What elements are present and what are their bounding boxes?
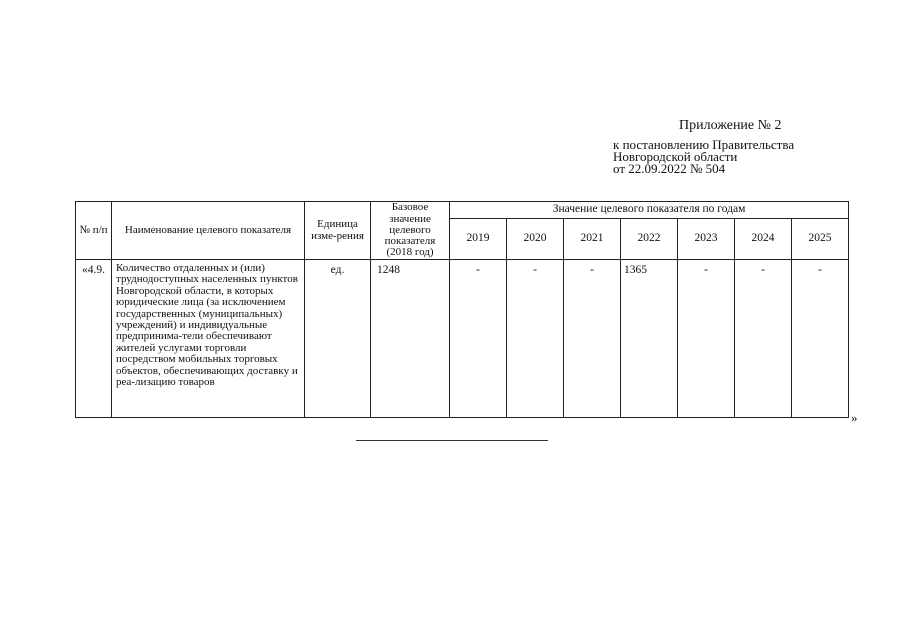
header-year: 2025	[792, 219, 849, 260]
row-year-value: -	[507, 260, 564, 418]
appendix-line-1: к постановлению Правительства	[613, 137, 795, 152]
header-year: 2021	[564, 219, 621, 260]
header-base-value: Базовое значение целевого показателя (2018 год)	[371, 202, 450, 260]
header-row	[76, 202, 849, 219]
row-base-value: 1248	[371, 260, 450, 418]
header-year: 2019	[450, 219, 507, 260]
row-indicator-name: Количество отдаленных и (или) труднодоступных населенных пунктов Новгородской области, в которых юридические лица (за исключением государственных (муниципальных) учреждений) и индивидуальные предпринима-тели обеспечивают жителей услугами торговли посредством мобильных торговых объектов, обеспечивающих доставку и реа-лизацию товаров	[112, 260, 305, 418]
row-year-value: -	[450, 260, 507, 418]
header-unit: Единица изме-рения	[305, 202, 371, 260]
row-year-value: -	[735, 260, 792, 418]
appendix-title: Приложение № 2	[679, 118, 782, 133]
row-unit: ед.	[305, 260, 371, 418]
separator-line	[356, 440, 548, 441]
appendix-line-3: от 22.09.2022 № 504	[613, 161, 726, 176]
row-year-value: 1365	[621, 260, 678, 418]
indicators-table	[75, 201, 849, 418]
row-number: «4.9.	[76, 260, 112, 418]
header-years-group: Значение целевого показателя по годам	[450, 202, 849, 219]
row-year-value: -	[678, 260, 735, 418]
row-year-value: -	[792, 260, 849, 418]
appendix-line-2: Новгородской области	[613, 149, 738, 164]
header-name: Наименование целевого показателя	[112, 202, 305, 260]
row-year-value: -	[564, 260, 621, 418]
closing-quote: »	[851, 410, 858, 425]
header-number: № п/п	[76, 202, 112, 260]
header-year: 2022	[621, 219, 678, 260]
table-row	[76, 260, 849, 418]
header-year: 2020	[507, 219, 564, 260]
header-year: 2023	[678, 219, 735, 260]
header-year: 2024	[735, 219, 792, 260]
